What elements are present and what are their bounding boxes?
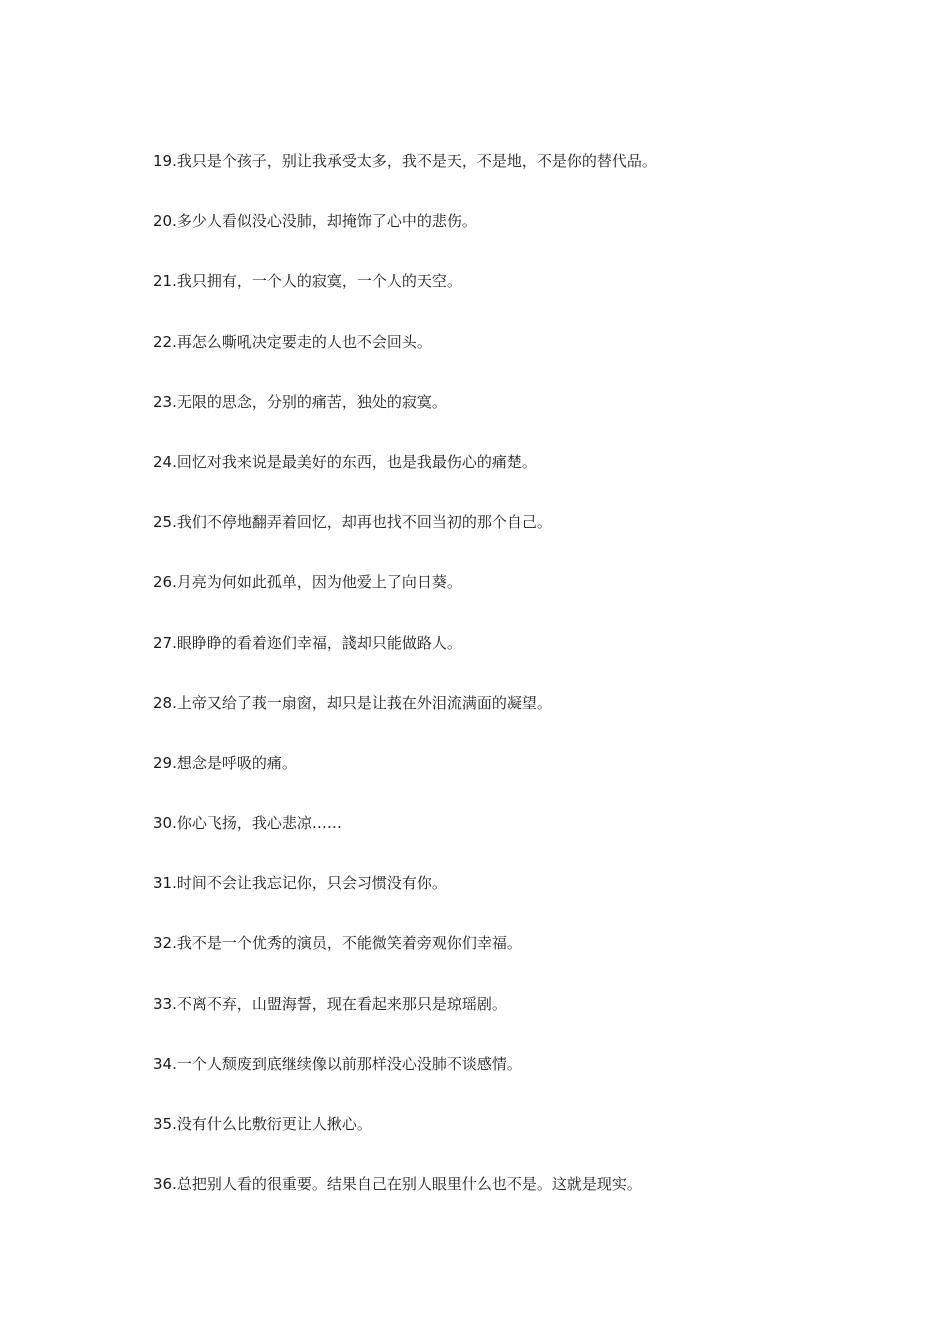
- quote-line-25: 25.我们不停地翻弄着回忆，却再也找不回当初的那个自己。: [153, 513, 552, 532]
- quote-line-31: 31.时间不会让我忘记你，只会习惯没有你。: [153, 874, 447, 893]
- quote-line-27: 27.眼睁睁的看着迩们幸福，諓却只能做路人。: [153, 633, 462, 652]
- quote-line-29: 29.想念是呼吸的痛。: [153, 753, 297, 772]
- quote-line-26: 26.月亮为何如此孤单，因为他爱上了向日葵。: [153, 573, 462, 592]
- quote-line-21: 21.我只拥有，一个人的寂寞，一个人的天空。: [153, 272, 462, 291]
- quote-line-23: 23.无限的思念，分别的痛苦，独处的寂寞。: [153, 392, 447, 411]
- quote-line-32: 32.我不是一个优秀的演员，不能微笑着旁观你们幸福。: [153, 934, 522, 953]
- quote-line-22: 22.再怎么嘶吼决定要走的人也不会回头。: [153, 332, 432, 351]
- quote-line-30: 30.你心飞扬，我心悲凉……: [153, 814, 342, 833]
- quote-line-34: 34.一个人颓废到底继续像以前那样没心没肺不谈感情。: [153, 1054, 522, 1073]
- quote-line-19: 19.我只是个孩子，别让我承受太多，我不是天，不是地，不是你的替代品。: [153, 152, 657, 170]
- quote-line-33: 33.不离不弃，山盟海誓，现在看起来那只是琼瑶剧。: [153, 994, 507, 1013]
- quote-list: [153, 148, 873, 1231]
- quote-line-35: 35.没有什么比敷衍更让人揪心。: [153, 1115, 372, 1133]
- quote-line-20: 20.多少人看似没心没肺，却掩饰了心中的悲伤。: [153, 212, 477, 231]
- quote-line-24: 24.回忆对我来说是最美好的东西，也是我最伤心的痛楚。: [153, 452, 537, 471]
- quote-line-28: 28.上帝又给了莪一扇窗，却只是让莪在外泪流满面的凝望。: [153, 693, 552, 712]
- quote-line-36: 36.总把别人看的很重要。结果自己在别人眼里什么也不是。这就是现实。: [153, 1175, 642, 1194]
